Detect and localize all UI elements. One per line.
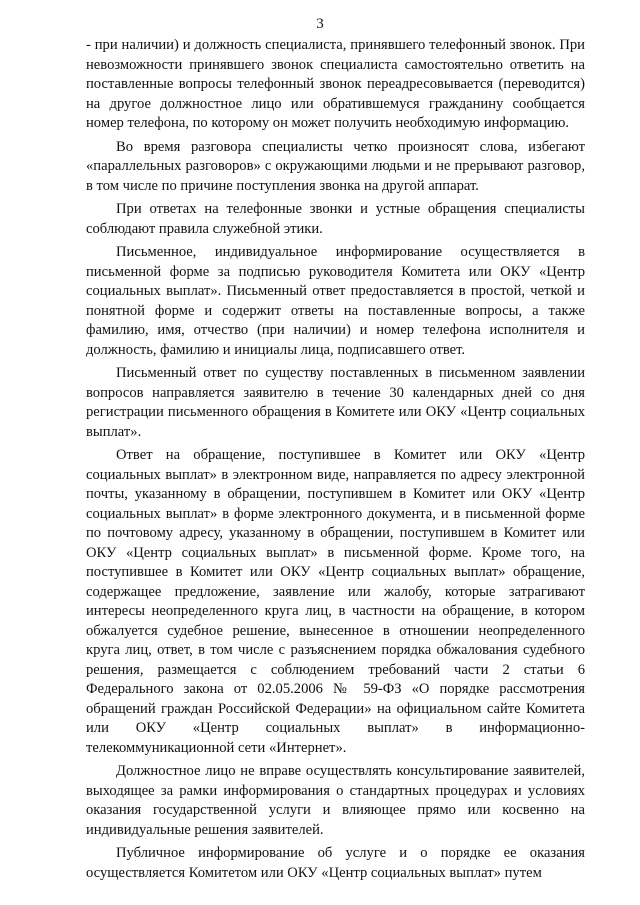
paragraph-public-informing: Публичное информирование об услуге и о порядке ее оказания осуществляется Комитетом или ОКУ «Центр социальных выплат» путем [86,845,585,881]
paragraph-conversation-rules: Во время разговора специалисты четко произносят слова, избегают «параллельных разговоров» с окружающими людьми и не прерывают разговор, в том числе по причине поступления звонка на другой аппарат. [86,138,585,194]
paragraph-written-answer-term: Письменный ответ по существу поставленных в письменном заявлении вопросов направляется заявителю в течение 30 календарных дней со дня регистрации письменного обращения в Комитете или ОКУ «Центр социальных выплат». [86,365,585,440]
paragraph-consulting-limits: Должностное лицо не вправе осуществлять консультирование заявителей, выходящее за рамки информирования о стандартных процедурах и условиях оказания государственной услуги и влияющее прямо или косвенно на индивидуальные решения заявителей. [86,763,585,838]
page-number: 3 [316,16,324,32]
document-body [86,36,585,887]
paragraph-phone-redirect: - при наличии) и должность специалиста, принявшего телефонный звонок. При невозможности принявшего звонок специалиста самостоятельно ответить на поставленные вопросы телефонный звонок переадресовывается (переводится) на другое должностное лицо или обратившемуся гражданину сообщается номер телефона, по которому он может получить необходимую информацию. [86,37,585,131]
paragraph-electronic-answer: Ответ на обращение, поступившее в Комитет или ОКУ «Центр социальных выплат» в электронном виде, направляется по адресу электронной почты, указанному в обращении, поступившем в Комитет или ОКУ «Центр социальных выплат» в форме электронного документа, и в письменной форме по почтовому адресу, указанному в обращении, поступившем в Комитет или ОКУ «Центр социальных выплат» в письменной форме. Кроме того, на поступившее в Комитет или ОКУ «Центр социальных выплат» обращение, содержащее предложение, заявление или жалобу, которые затрагивают интересы неопределенного круга лиц, в частности на обращение, в котором обжалуется судебное решение, вынесенное в отношении неопределенного круга лиц, ответ, в том числе с разъяснением порядка обжалования судебного решения, размещается с соблюдением требований части 2 статьи 6 Федерального закона от 02.05.2006 № 59-ФЗ «О порядке рассмотрения обращений граждан Российской Федерации» на официальном сайте Комитета или ОКУ «Центр социальных выплат» в информационно-телекоммуникационной сети «Интернет». [86,447,585,756]
paragraph-written-informing: Письменное, индивидуальное информирование осуществляется в письменной форме за подписью руководителя Комитета или ОКУ «Центр социальных выплат». Письменный ответ предоставляется в простой, четкой и понятной форме и содержит ответы на поставленные вопросы, а также фамилию, имя, отчество (при наличии) и номер телефона исполнителя и должность, фамилию и инициалы лица, подписавшего ответ. [86,244,585,358]
paragraph-service-ethics: При ответах на телефонные звонки и устные обращения специалисты соблюдают правила служебной этики. [86,201,585,237]
